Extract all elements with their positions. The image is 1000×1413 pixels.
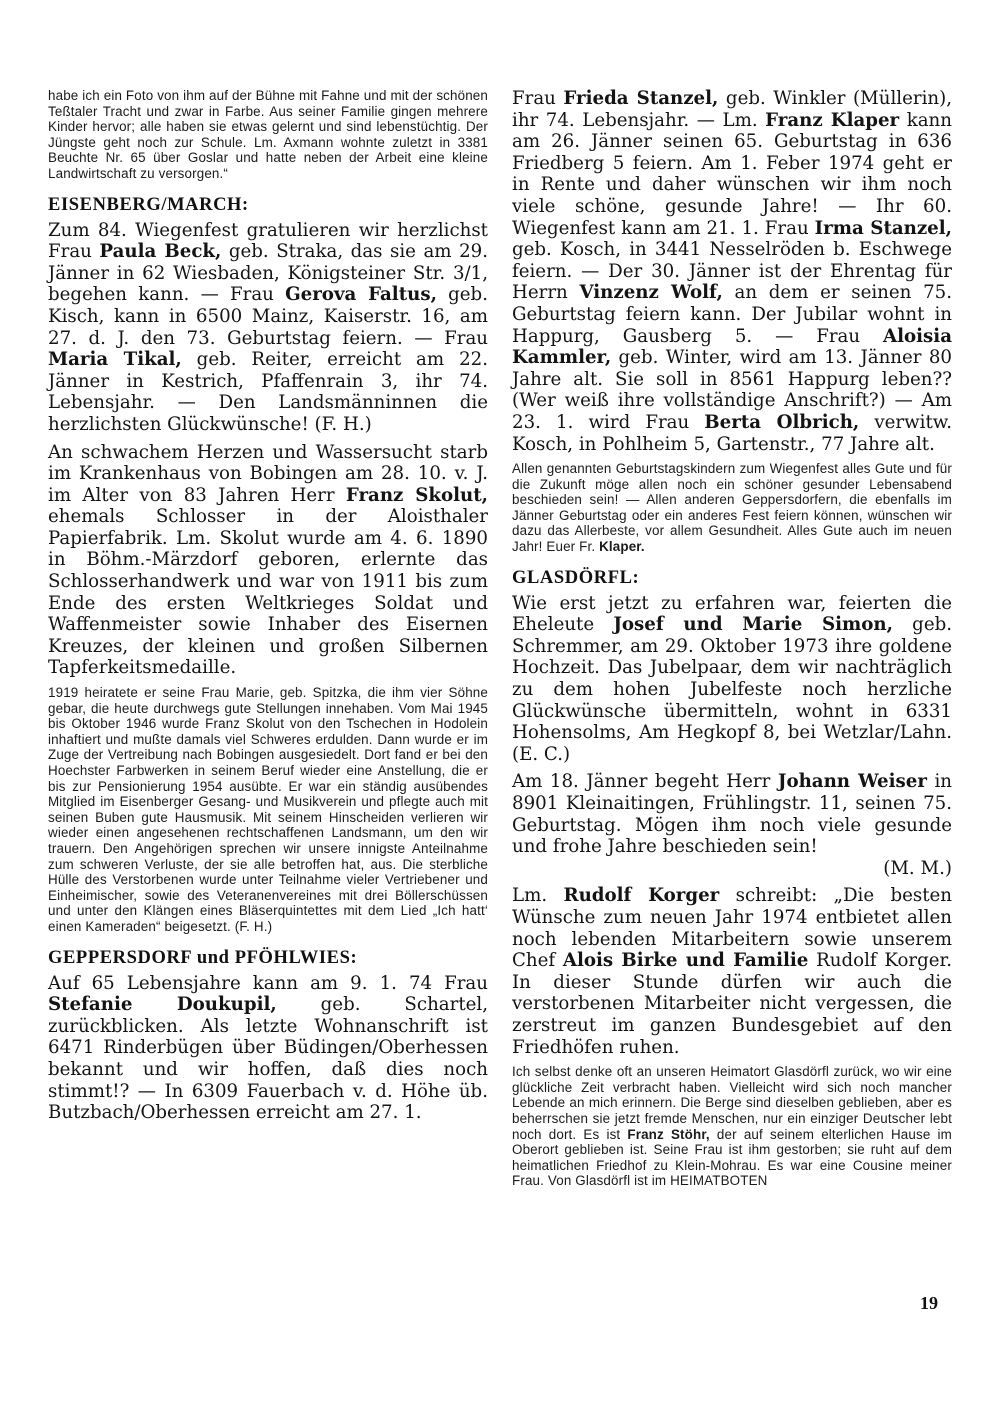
text-run: Allen genannten Geburtstagskindern zum Wiegenfest alles Gute und für die Zukunft möge allen noch ein schöner gesunder Lebensabend beschieden sein! — Allen anderen Geppersdorfern, die ebenfalls im Jänner Geburtstag oder ein anderes Fest feiern können, wünschen wir dazu das Allerbeste, vor allem Gesundheit. Alles Gute auch im neuen Jahr! Euer Fr.	[512, 461, 952, 555]
article-paragraph	[48, 973, 488, 1124]
text-run: An schwachem Herzen und Wassersucht starb im Krankenhaus von Bobingen am 28. 10. v. J. im Alter von 83 Jahren Herr	[48, 441, 488, 506]
bold-name: Maria Tikal,	[48, 349, 182, 371]
text-run: Wie erst jetzt zu erfahren war, feierten die Eheleute	[512, 592, 952, 636]
text-run: geb. Winter, wird am 13. Jänner 80 Jahre alt. Sie soll in 8561 Happurg leben?? (Wer weiß ihre vollständige Anschrift?) — Am 23. 1. wird Frau	[512, 347, 952, 433]
bold-name: Stefanie Doukupil,	[48, 994, 277, 1016]
article-paragraph	[512, 593, 952, 766]
section-heading: GEPPERSDORF und PFÖHLWIES:	[48, 947, 358, 968]
bold-name: Gerova Faltus,	[285, 284, 437, 306]
text-run: geb. Schartel, zurückblicken. Als letzte Wohnanschrift ist 6471 Rinderbügen über Büdingen/Oberhessen bekannt und wir hoffen, daß dies noch stimmt!? — In 6309 Fauerbach v. d. Höhe üb. Butzbach/Oberhessen erreicht am 27. 1.	[48, 994, 488, 1124]
bold-name: Paula Beck,	[99, 241, 222, 263]
article-paragraph	[48, 442, 488, 680]
text-run: geb. Reiter, erreicht am 22. Jänner in Kestrich, Pfaffenrain 3, ihr 74. Lebensjahr. — Den Landsmänninnen die herzlichsten Glückwünsche! (F. H.)	[48, 349, 488, 435]
bold-name: Rudolf Korger	[563, 885, 720, 907]
text-run: schreibt: „Die besten Wünsche zum neuen Jahr 1974 entbietet allen noch lebenden Mitarbeitern sowie unserem Chef	[512, 885, 952, 972]
text-run: kann am 26. Jänner seinen 65. Geburtstag in 636 Friedberg 5 feiern. Am 1. Feber 1974 geht er in Rente und daher wünschen wir ihm noch viele schöne, gesunde Jahre! — Ihr 60. Wiegenfest kann am 21. 1. Frau	[512, 109, 952, 239]
bold-name: Franz Klaper	[765, 109, 900, 131]
text-run: an dem er seinen 75. Geburtstag feiern kann. Der Jubilar wohnt in Happurg, Gausberg 5. — Frau	[512, 282, 953, 347]
text-run: verwitw. Kosch, in Pohlheim 5, Gartenstr., 77 Jahre alt.	[512, 411, 952, 455]
small-print-paragraph	[48, 88, 488, 182]
bold-name: Frieda Stanzel,	[563, 88, 719, 109]
text-run: geb. Kisch, kann in 6500 Mainz, Kaiserstr. 16, am 27. d. J. den 73. Geburtstag feiern. — Frau	[48, 284, 488, 349]
small-print-paragraph	[512, 461, 952, 555]
text-run: Auf 65 Lebensjahre kann am 9. 1. 74 Frau	[48, 972, 488, 994]
section-heading: GLASDÖRFL:	[512, 567, 640, 588]
bold-name: Josef und Marie Simon,	[613, 614, 893, 636]
article-paragraph	[512, 88, 952, 455]
bold-name: Alois Birke und Familie	[562, 950, 809, 972]
text-run: in 8901 Kleinaitingen, Frühlingstr. 11, seinen 75. Geburtstag. Mögen ihm noch viele gesunde und frohe Jahre beschieden sein!	[512, 771, 953, 858]
article-paragraph	[48, 220, 488, 436]
text-run: Ich selbst denke oft an unseren Heimatort Glasdörfl zurück, wo wir eine glückliche Zeit verbracht haben. Vielleicht wird sich noch mancher Lebende an mich erinnern. Die Berge sind dieselben geblieben, aber es beherrschen sie jetzt fremde Menschen, nur ein einziger Deutscher lebt noch dort. Es ist	[512, 1064, 952, 1142]
text-run: geb. Winkler (Müllerin), ihr 74. Lebensjahr. — Lm.	[512, 88, 952, 131]
bold-name: Irma Stanzel,	[814, 217, 952, 239]
bold-name: Berta Olbrich,	[704, 411, 860, 433]
bold-name: Aloisia Kammler,	[512, 325, 952, 369]
left-column	[48, 88, 488, 1130]
text-run: geb. Schremmer, am 29. Oktober 1973 ihre goldene Hochzeit. Das Jubelpaar, dem wir nachträglich zu dem hohen Jubelfeste noch herzliche Glückwünsche übermitteln, wohnt in 6331 Hohensolms, Am Hegkopf 8, bei Wetzlar/Lahn. (E. C.)	[512, 614, 953, 765]
article-paragraph	[512, 885, 952, 1058]
text-run: geb. Straka, das sie am 29. Jänner in 62 Wiesbaden, Königsteiner Str. 3/1, begehen kann. — Frau	[48, 241, 488, 306]
text-run: Rudolf Korger. In dieser Stunde dürfen wir auch die verstorbenen Mitarbeiter nicht vergessen, die zerstreut im ganzen Bundesgebiet auf den Friedhöfen ruhen.	[512, 950, 952, 1058]
bold-name: Vinzenz Wolf,	[579, 282, 723, 304]
author-initials: (M. M.)	[883, 857, 952, 879]
text-run: Am 18. Jänner begeht Herr	[512, 771, 778, 793]
page-number: 19	[920, 1293, 938, 1313]
article-paragraph	[512, 771, 952, 879]
text-run: geb. Kosch, in 3441 Nesselröden b. Eschwege feiern. — Der 30. Jänner ist der Ehrentag für Herrn	[512, 239, 952, 304]
text-run: 1919 heiratete er seine Frau Marie, geb. Spitzka, die ihm vier Söhne gebar, die heute durchwegs gute Stellungen innehaben. Vom Mai 1945 bis Oktober 1946 wurde Franz Skolut von den Tschechen in Hodolein inhaftiert und mußte damals viel Schweres erdulden. Dann wurde er im Zuge der Vertreibung nach Bobingen ausgesiedelt. Dort fand er bei den Hoechster Farbwerken in seinem Beruf wieder eine Anstellung, die er bis zur Pensionierung 1954 ausübte. Er war ein ständig ausübendes Mitglied im Eisenberger Gesang- und Musikverein und pflegte auch mit seinen Buben gute Hausmusik. Mit seinem Hinscheiden verlieren wir wieder einen angesehenen rechtschaffenen Landsmann, um den wir trauern. Den Angehörigen sprechen wir unsere innigste Anteilnahme zum schweren Verluste, der sie alle betroffen hat, aus. Die sterbliche Hülle des Verstorbenen wurde unter Teilnahme vieler Vertriebener und Einheimischer, sowie des Veteranenvereines mit drei Böllerschüssen und unter den Klängen eines Bläserquintettes mit dem Lied „Ich hatt‘ einen Kameraden“ beigesetzt. (F. H.)	[48, 685, 488, 934]
bold-name: Franz Stöhr,	[627, 1126, 710, 1142]
text-run: Zum 84. Wiegenfest gratulieren wir herzlichst Frau	[48, 219, 488, 263]
right-column	[512, 88, 952, 1193]
text-run: Frau	[512, 88, 564, 109]
bold-name: Franz Skolut,	[345, 484, 488, 506]
text-run: Lm.	[512, 885, 564, 907]
bold-name: Klaper.	[599, 539, 645, 555]
text-run: habe ich ein Foto von ihm auf der Bühne mit Fahne und mit der schönen Teßtaler Tracht und zwar in Farbe. Aus seiner Familie gingen mehrere Kinder hervor; alle haben sie etwas gelernt und sind lebenstüchtig. Der Jüngste geht noch zur Schule. Lm. Axmann wohnte zuletzt in 3381 Beuchte Nr. 65 über Goslar und hatte neben der Arbeit eine kleine Landwirtschaft zu versorgen.“	[48, 88, 488, 181]
section-heading: EISENBERG/MARCH:	[48, 194, 249, 215]
small-print-paragraph	[512, 1064, 952, 1189]
text-run: ehemals Schlosser in der Aloisthaler Papierfabrik. Lm. Skolut wurde am 4. 6. 1890 in Böhm.-Märzdorf geboren, erlernte das Schlosserhandwerk und war von 1911 bis zum Ende des ersten Weltkrieges Soldat und Waffenmeister sowie Inhaber des Eisernen Kreuzes, der kleinen und großen Silbernen Tapferkeitsmedaille.	[48, 506, 488, 679]
small-print-paragraph	[48, 685, 488, 935]
text-run: der auf seinem elterlichen Hause im Oberort geblieben ist. Seine Frau ist ihm gestorben; sie ruht auf dem heimatlichen Friedhof zu Klein-Mohrau. Es war eine Cousine meiner Frau. Von Glasdörfl ist im HEIMATBOTEN	[512, 1126, 952, 1189]
bold-name: Johann Weiser	[777, 771, 927, 793]
